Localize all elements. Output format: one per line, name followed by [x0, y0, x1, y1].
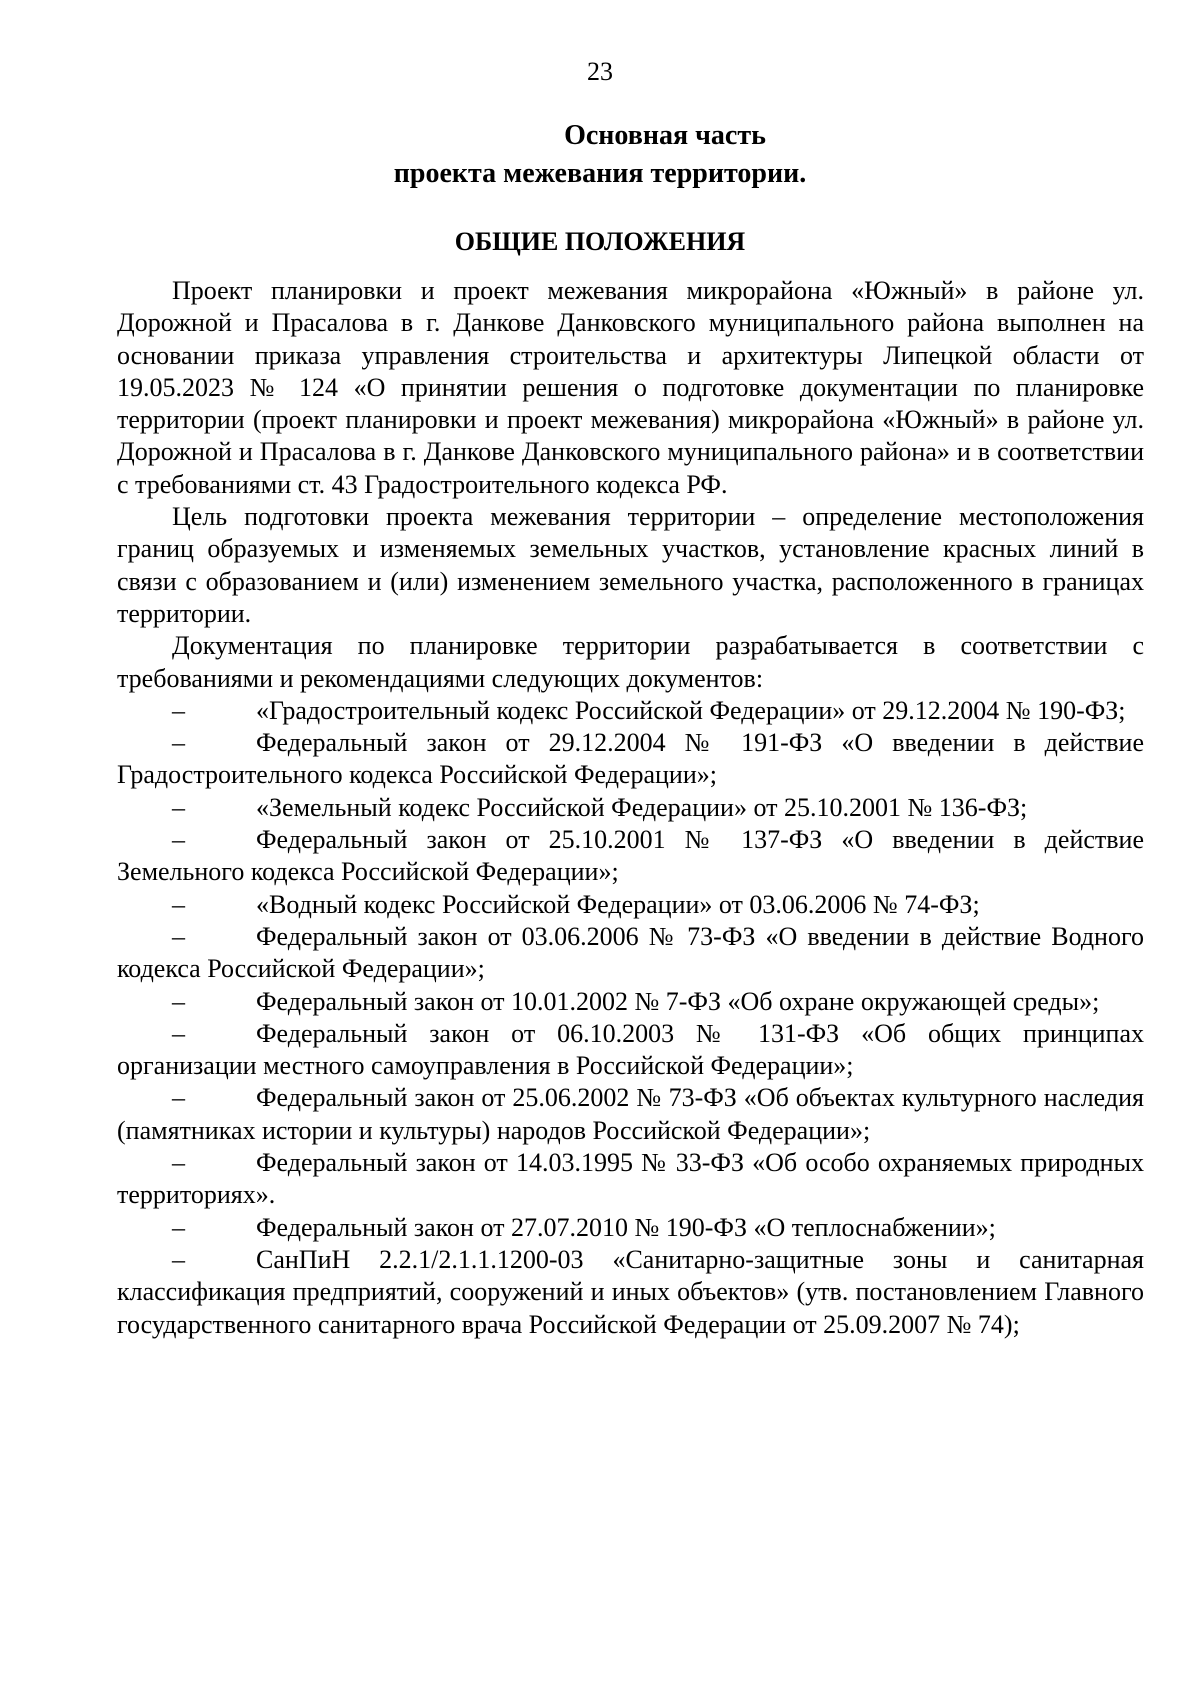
list-dash: – [172, 728, 185, 758]
list-item [117, 889, 1144, 921]
documents-list [117, 695, 1144, 1341]
title-line-1: Основная часть [564, 120, 766, 151]
list-item-text: Федеральный закон от 29.12.2004 № 191-ФЗ «О введении в действие Градостроительного кодекса Российской Федерации»; [117, 728, 1144, 790]
list-dash: – [172, 986, 185, 1016]
list-item-text: Федеральный закон от 25.06.2002 № 73-ФЗ «Об объектах культурного наследия (памятниках истории и культуры) народов Российской Федерации»; [117, 1083, 1144, 1145]
list-item-text: Федеральный закон от 25.10.2001 № 137-ФЗ «О введении в действие Земельного кодекса Российской Федерации»; [117, 825, 1144, 887]
list-item [117, 1147, 1144, 1212]
list-item-text: Федеральный закон от 10.01.2002 № 7-ФЗ «Об охране окружающей среды»; [256, 986, 1100, 1016]
list-item [117, 695, 1144, 727]
list-dash: – [172, 1212, 185, 1242]
list-dash: – [172, 825, 185, 855]
document-body [117, 275, 1144, 1341]
list-dash: – [172, 695, 185, 725]
list-item [117, 1244, 1144, 1341]
paragraph-project-basis: Проект планировки и проект межевания микрорайона «Южный» в районе ул. Дорожной и Прасалова в г. Данкове Данковского муниципального района выполнен на основании приказа управления строительства и архитектуры Липецкой области от 19.05.2023 № 124 «О принятии решения о подготовке документации по планировке территории (проект планировки и проект межевания) микрорайона «Южный» в районе ул. Дорожной и Прасалова в г. Данкове Данковского муниципального района» и в соответствии с требованиями ст. 43 Градостроительного кодекса РФ. [117, 276, 1144, 499]
list-item [117, 792, 1144, 824]
list-item-text: «Водный кодекс Российской Федерации» от 03.06.2006 № 74-ФЗ; [256, 889, 980, 919]
list-dash: – [172, 921, 185, 951]
section-heading: ОБЩИЕ ПОЛОЖЕНИЯ [454, 227, 746, 256]
paragraph-project-goal: Цель подготовки проекта межевания территории – определение местоположения границ образуемых и изменяемых земельных участков, установление красных линий в связи с образованием и (или) изменением земельного участка, расположенного в границах территории. [117, 502, 1144, 628]
list-item [117, 1018, 1144, 1083]
list-dash: – [172, 1244, 185, 1274]
list-dash: – [172, 1018, 185, 1048]
list-dash: – [172, 889, 185, 919]
list-item [117, 824, 1144, 889]
list-item-text: «Земельный кодекс Российской Федерации» от 25.10.2001 № 136-ФЗ; [256, 792, 1028, 822]
list-item [117, 727, 1144, 792]
paragraph-documents-intro: Документация по планировке территории разрабатывается в соответствии с требованиями и рекомендациями следующих документов: [117, 631, 1144, 693]
list-item-text: Федеральный закон от 03.06.2006 № 73-ФЗ «О введении в действие Водного кодекса Российской Федерации»; [117, 921, 1144, 984]
list-item-text: Федеральный закон от 14.03.1995 № 33-ФЗ «Об особо охраняемых природных территориях». [117, 1148, 1144, 1210]
list-item [117, 1082, 1144, 1147]
list-dash: – [172, 1083, 185, 1113]
list-dash: – [172, 792, 185, 822]
list-item [117, 1212, 1144, 1244]
title-line-2: проекта межевания территории. [393, 158, 807, 189]
list-item [117, 921, 1144, 986]
document-title [0, 117, 1200, 193]
list-item [117, 986, 1144, 1018]
list-item-text: СанПиН 2.2.1/2.1.1.1200-03 «Санитарно-защитные зоны и санитарная классификация предприятий, сооружений и иных объектов» (утв. постановлением Главного государственного санитарного врача Российской Федерации от 25.09.2007 № 74); [117, 1244, 1144, 1339]
list-item-text: Федеральный закон от 27.07.2010 № 190-ФЗ «О теплоснабжении»; [256, 1212, 996, 1242]
list-item-text: Федеральный закон от 06.10.2003 № 131-ФЗ «Об общих принципах организации местного самоуправления в Российской Федерации»; [117, 1018, 1144, 1081]
list-item-text: «Градостроительный кодекс Российской Федерации» от 29.12.2004 № 190-ФЗ; [256, 695, 1126, 725]
page-number: 23 [587, 57, 613, 86]
list-dash: – [172, 1148, 185, 1178]
